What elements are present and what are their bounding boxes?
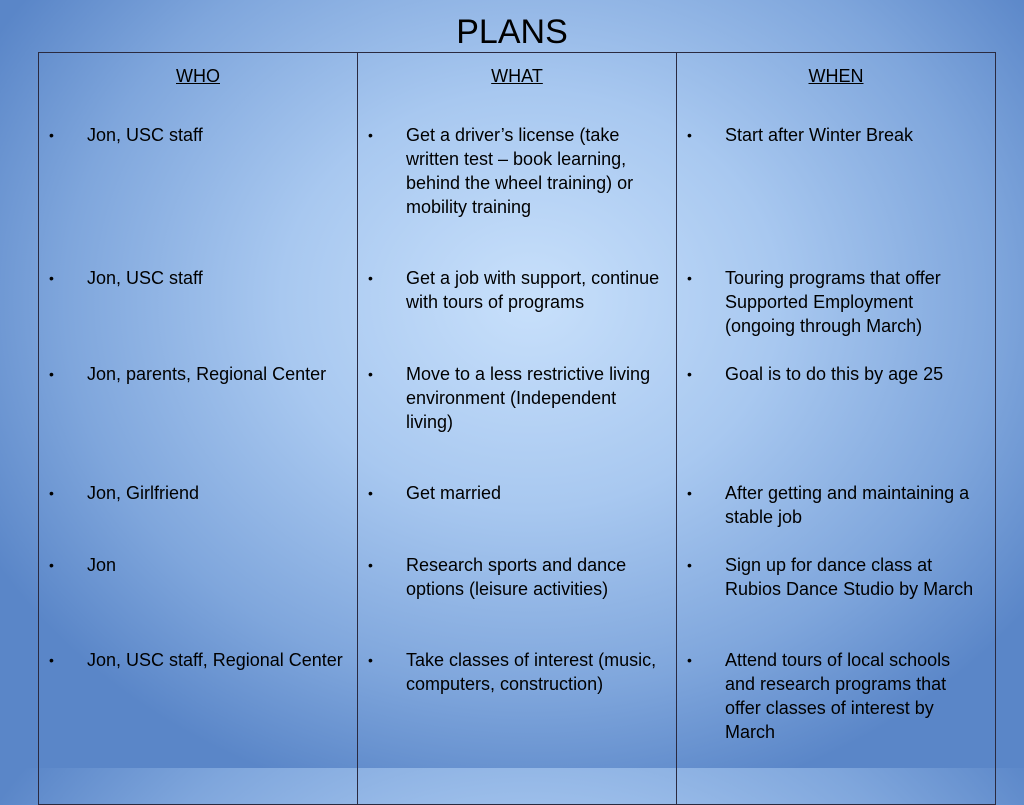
bullet-icon: • [687,366,692,382]
who-item-text: Jon, USC staff [87,268,203,288]
what-item-text: Research sports and dance options (leisure activities) [406,555,627,599]
list-item [677,362,985,386]
list-item [358,553,666,601]
bullet-icon: • [49,557,54,573]
bullet-icon: • [368,270,373,286]
list-item [39,481,347,505]
bullet-icon: • [368,366,373,382]
list-item [677,648,985,744]
bullet-icon: • [49,652,54,668]
list-item [39,362,347,386]
bullet-icon: • [368,127,373,143]
list-item [39,266,347,290]
list-item [358,362,666,434]
list-item [358,266,666,314]
bullet-icon: • [368,557,373,573]
page-title: PLANS [456,13,568,51]
when-column-header: WHEN [808,66,864,86]
what-item-text: Take classes of interest (music, computers, construction) [406,650,657,694]
list-item [39,553,347,577]
who-item-text: Jon, Girlfriend [87,483,200,503]
bullet-icon: • [687,127,692,143]
list-item [358,123,666,219]
list-item [677,266,985,338]
bullet-icon: • [687,270,692,286]
when-item-text: Start after Winter Break [725,125,914,145]
what-item-text: Get a driver’s license (take written test – book learning, behind the wheel training) or mobility training [406,125,634,217]
list-item [677,481,985,529]
list-item [39,123,347,147]
who-item-text: Jon, USC staff, Regional Center [87,650,343,670]
what-item-text: Get married [406,483,502,503]
list-item [677,123,985,147]
bullet-icon: • [368,652,373,668]
when-item-text: Goal is to do this by age 25 [725,364,944,384]
bullet-icon: • [687,652,692,668]
bullet-icon: • [687,557,692,573]
when-column [677,53,996,805]
list-item [677,553,985,601]
what-column-header: WHAT [491,66,543,86]
list-item [358,648,666,696]
what-column [358,53,677,805]
bullet-icon: • [49,366,54,382]
plans-table [38,52,996,805]
when-item-text: Attend tours of local schools and research programs that offer classes of interest by March [725,650,951,742]
bullet-icon: • [49,270,54,286]
bullet-icon: • [49,485,54,501]
bullet-icon: • [687,485,692,501]
when-item-text: Touring programs that offer Supported Employment (ongoing through March) [725,268,941,336]
bullet-icon: • [49,127,54,143]
what-item-text: Get a job with support, continue with tours of programs [406,268,660,312]
list-item [358,481,666,505]
who-item-text: Jon, parents, Regional Center [87,364,327,384]
who-item-text: Jon, USC staff [87,125,203,145]
when-item-text: After getting and maintaining a stable job [725,483,970,527]
what-item-text: Move to a less restrictive living environment (Independent living) [406,364,651,432]
bullet-icon: • [368,485,373,501]
when-item-text: Sign up for dance class at Rubios Dance Studio by March [725,555,974,599]
who-item-text: Jon [87,555,117,575]
list-item [39,648,347,672]
who-column [39,53,358,805]
who-column-header: WHO [176,66,220,86]
